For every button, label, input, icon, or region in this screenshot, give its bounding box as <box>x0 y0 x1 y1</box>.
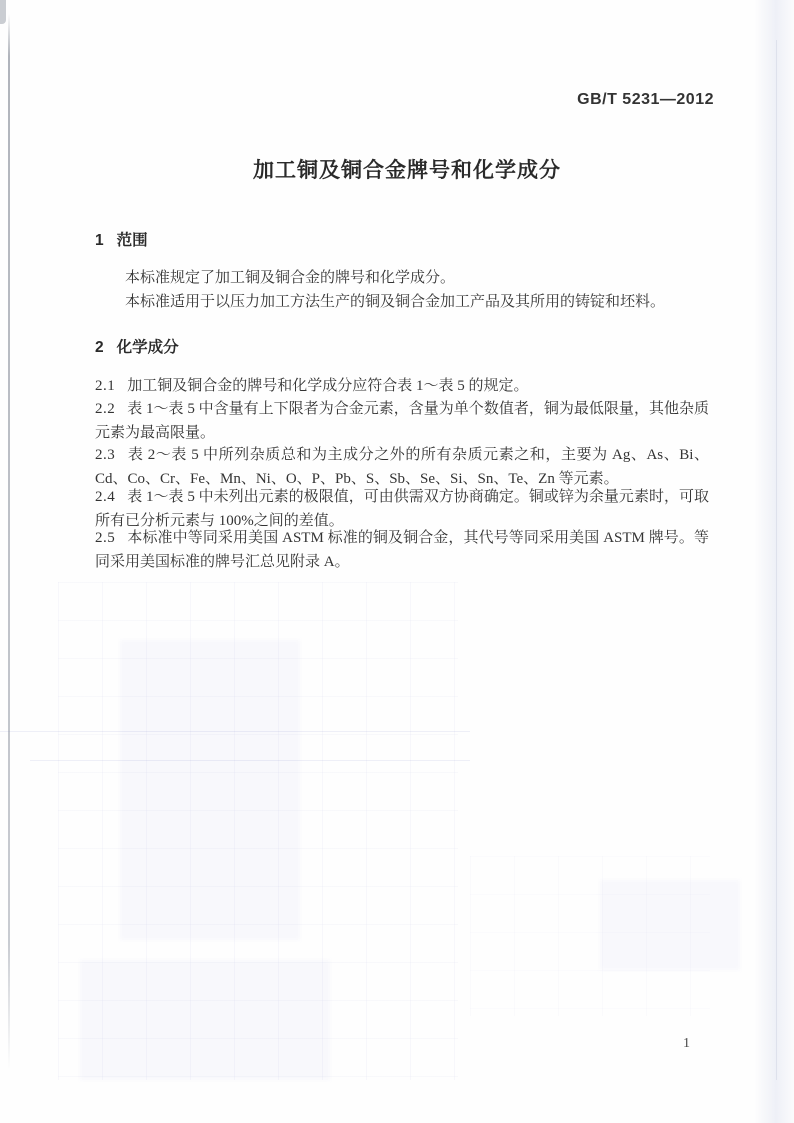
scope-paragraph: 本标准规定了加工铜及铜合金的牌号和化学成分。 <box>125 270 456 286</box>
clause-2-5 <box>95 527 709 574</box>
clause-number: 2.4 <box>95 489 116 505</box>
clause-text: 加工铜及铜合金的牌号和化学成分应符合表 1～表 5 的规定。 <box>127 378 529 394</box>
bleedthrough-patch <box>80 960 330 1080</box>
document-title: 加工铜及铜合金牌号和化学成分 <box>253 159 561 182</box>
section-heading-chemical-composition <box>95 335 179 357</box>
clause-number: 2.1 <box>95 378 116 394</box>
clause-text: 表 2～表 5 中所列杂质总和为主成分之外的所有杂质元素之和，主要为 Ag、As、Bi、Cd、Co、Cr、Fe、Mn、Ni、O、P、Pb、S、Sb、Se、Si、Sn、Te、Zn 等元素。 <box>95 447 709 487</box>
clause-number: 2.5 <box>95 530 116 546</box>
clause-text: 表 1～表 5 中未列出元素的极限值，可由供需双方协商确定。铜或锌为余量元素时，可取所有已分析元素与 100%之间的差值。 <box>95 489 709 529</box>
section-number: 1 <box>95 232 104 249</box>
clause-text: 表 1～表 5 中含量有上下限者为合金元素，含量为单个数值者，铜为最低限量，其他杂质元素为最高限量。 <box>95 401 709 441</box>
clause-2-2 <box>95 398 709 445</box>
bleedthrough-line <box>30 760 470 761</box>
clause-text: 本标准中等同采用美国 ASTM 标准的铜及铜合金，其代号等同采用美国 ASTM 牌号。等同采用美国标准的牌号汇总见附录 A。 <box>95 530 709 570</box>
section-number: 2 <box>95 339 104 356</box>
section-heading-scope <box>95 228 148 250</box>
section-title: 化学成分 <box>116 339 179 356</box>
scan-edge-line-right <box>776 40 777 1080</box>
clause-2-4 <box>95 486 709 533</box>
bleedthrough-patch <box>600 880 740 970</box>
page-number: 1 <box>683 1036 690 1051</box>
bleedthrough-patch <box>120 640 300 940</box>
clause-2-3 <box>95 444 709 491</box>
clause-number: 2.2 <box>95 401 116 417</box>
clause-2-1 <box>95 375 709 399</box>
scan-corner-mark <box>0 0 6 24</box>
clause-number: 2.3 <box>95 447 116 463</box>
standard-code-header: GB/T 5231—2012 <box>577 91 714 108</box>
bleedthrough-line <box>0 731 470 732</box>
section-title: 范围 <box>116 232 148 249</box>
scope-paragraph: 本标准适用于以压力加工方法生产的铜及铜合金加工产品及其所用的铸锭和坯料。 <box>125 294 666 310</box>
